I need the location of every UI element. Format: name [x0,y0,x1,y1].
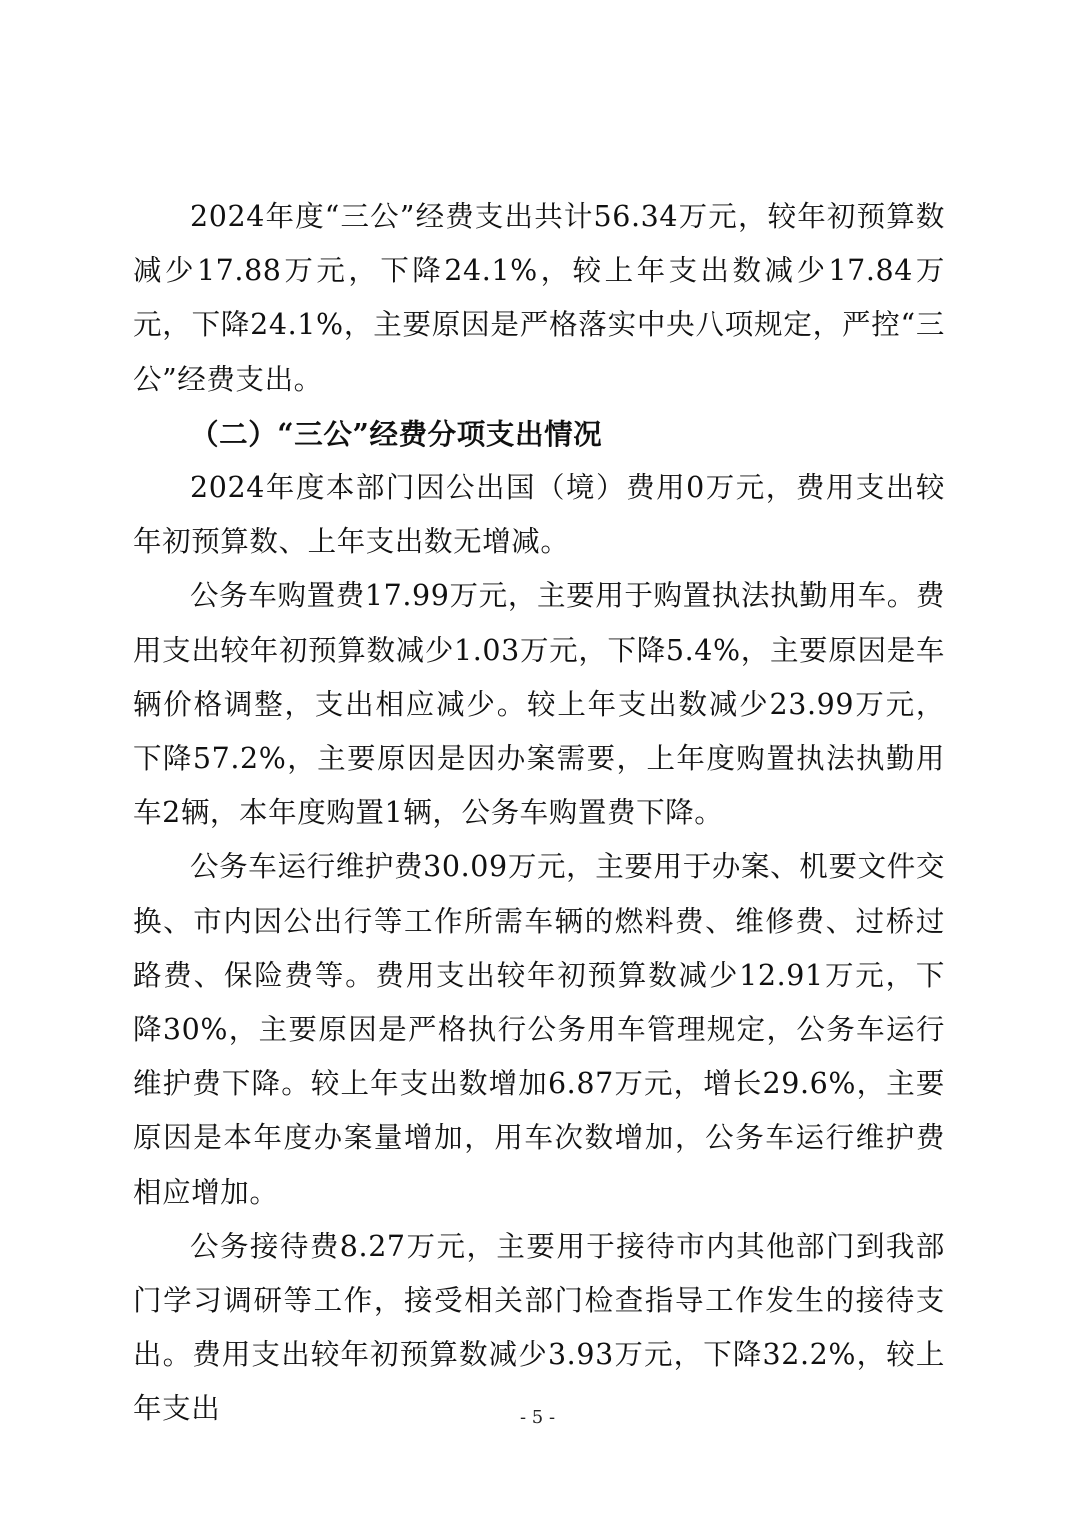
page-number: - 5 - [519,1407,556,1428]
document-body [133,190,945,1437]
paragraph-overseas-travel: 2024年度本部门因公出国（境）费用0万元，费用支出较年初预算数、上年支出数无增减。 [133,471,945,559]
paragraph-vehicle-maintenance: 公务车运行维护费30.09万元，主要用于办案、机要文件交换、市内因公出行等工作所需车辆的燃料费、维修费、过桥过路费、保险费等。费用支出较年初预算数减少12.91万元，下降30%，主要原因是严格执行公务用车管理规定，公务车运行维护费下降。较上年支出数增加6.87万元，增长29.6%，主要原因是本年度办案量增加，用车次数增加，公务车运行维护费相应增加。 [133,850,945,1209]
paragraph-reception: 公务接待费8.27万元，主要用于接待市内其他部门到我部门学习调研等工作，接受相关部门检查指导工作发生的接待支出。费用支出较年初预算数减少3.93万元，下降32.2%，较上年支出 [133,1229,945,1426]
paragraph-total-expenditure: 2024年度“三公”经费支出共计56.34万元，较年初预算数减少17.88万元，下降24.1%，较上年支出数减少17.84万元，下降24.1%，主要原因是严格落实中央八项规定，严控“三公”经费支出。 [133,200,945,396]
section-heading: （二）“三公”经费分项支出情况 [190,416,603,451]
paragraph-vehicle-purchase: 公务车购置费17.99万元，主要用于购置执法执勤用车。费用支出较年初预算数减少1.03万元，下降5.4%，主要原因是车辆价格调整，支出相应减少。较上年支出数减少23.99万元，下降57.2%，主要原因是因办案需要，上年度购置执法执勤用车2辆，本年度购置1辆，公务车购置费下降。 [133,579,945,830]
